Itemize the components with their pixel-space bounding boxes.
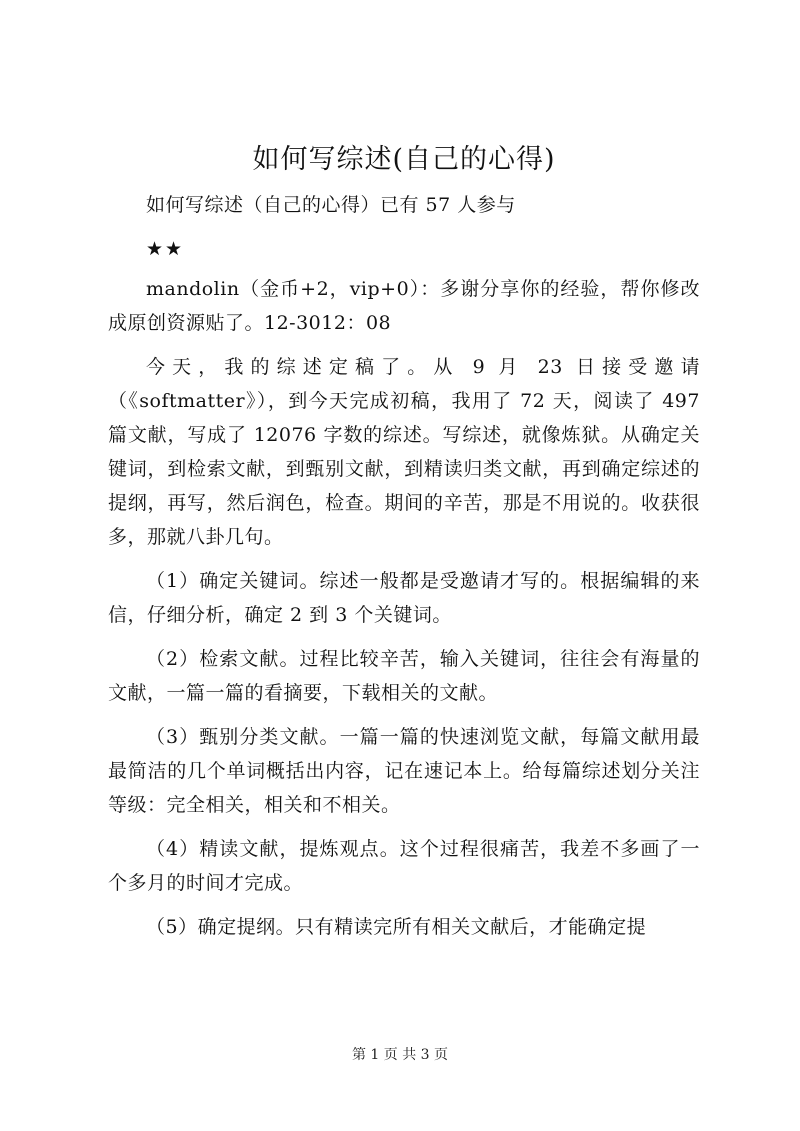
rating-stars: ★★ [146, 238, 185, 260]
paragraph-step-1: （1）确定关键词。综述一般都是受邀请才写的。根据编辑的来信，仔细分析，确定 2 到 3 个关键词。 [108, 570, 700, 626]
paragraph-step-5: （5）确定提纲。只有精读完所有相关文献后，才能确定提 [146, 916, 647, 938]
paragraph-intro: 今天，我的综述定稿了。从 9 月 23 日接受邀请（《softmatter》），到今天完成初稿，我用了 72 天，阅读了 497 篇文献，写成了 12076 字数的综述。写综述，就像炼狱。从确定关键词，到检索文献，到甄别文献，到精读归类文献，再到确定综述的提纲，再写，然后润色，检查。期间的辛苦，那是不用说的。收获很多，那就八卦几句。 [108, 356, 700, 548]
paragraph-step-4: （4）精读文献，提炼观点。这个过程很痛苦，我差不多画了一个多月的时间才完成。 [108, 838, 700, 894]
document-title: 如何写综述(自己的心得) [252, 144, 556, 175]
paragraph-step-2: （2）检索文献。过程比较辛苦，输入关键词，往往会有海量的文献，一篇一篇的看摘要，下载相关的文献。 [108, 648, 700, 704]
participants-line: 如何写综述（自己的心得）已有 57 人参与 [146, 194, 516, 216]
page-footer: 第 1 页 共 3 页 [351, 1047, 449, 1063]
paragraph-comment: mandolin（金币+2，vip+0）：多谢分享你的经验，帮你修改成原创资源贴了。12-3012：08 [108, 278, 700, 334]
paragraph-step-3: （3）甄别分类文献。一篇一篇的快速浏览文献，每篇文献用最最简洁的几个单词概括出内容，记在速记本上。给每篇综述划分关注等级：完全相关，相关和不相关。 [108, 726, 700, 816]
